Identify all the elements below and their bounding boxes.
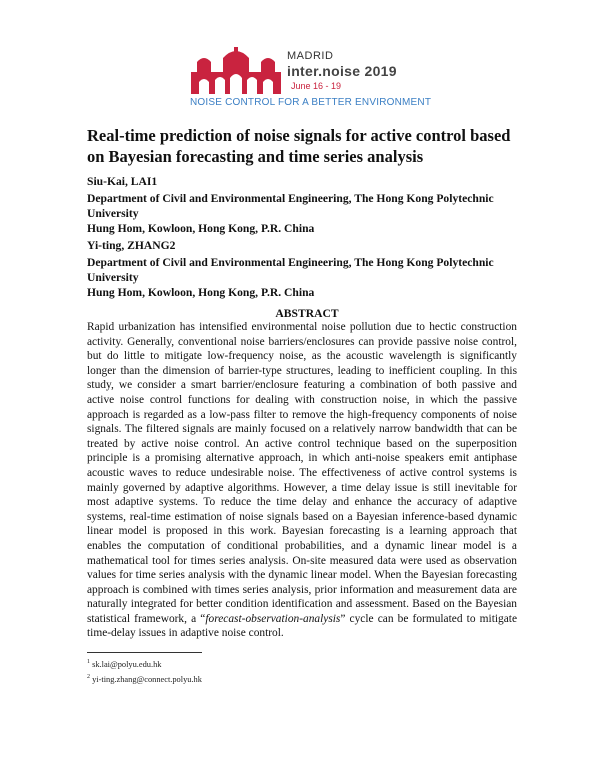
logo-tagline: NOISE CONTROL FOR A BETTER ENVIRONMENT xyxy=(190,97,432,108)
conference-logo xyxy=(187,46,432,112)
footnote-mark: 2 xyxy=(87,673,90,680)
madrid-gate-icon xyxy=(187,46,287,96)
abstract-text xyxy=(87,320,517,641)
footnote-mark: 1 xyxy=(87,659,90,665)
logo-city: MADRID xyxy=(287,50,334,62)
author-name: Yi-ting, ZHANG2 xyxy=(87,239,176,252)
author-address: Hung Hom, Kowloon, Hong Kong, P.R. China xyxy=(87,222,315,235)
paper-title: Real-time prediction of noise signals for active control based on Bayesian forecasting and time series analysis xyxy=(87,126,511,166)
abstract-italic-term: forecast-observation-analysis xyxy=(205,612,341,625)
footnote-item xyxy=(87,671,202,686)
abstract-part-2: ” cycle can be formulated to mitigate time-delay issues in adaptive noise control. xyxy=(87,612,517,640)
footnote-email-link[interactable]: yi-ting.zhang@connect.polyu.hk xyxy=(92,674,202,684)
logo-dates: June 16 - 19 xyxy=(291,81,342,91)
footnotes xyxy=(87,656,202,686)
author-department: Department of Civil and Environmental Engineering, The Hong Kong Polytechnic University xyxy=(87,256,494,284)
logo-conference-name: inter.noise 2019 xyxy=(287,63,397,79)
author-address: Hung Hom, Kowloon, Hong Kong, P.R. China xyxy=(87,286,315,299)
footnote-item xyxy=(87,656,202,671)
abstract-part-1: Rapid urbanization has intensified environmental noise pollution due to hectic construction activity. Generally, conventional noise barriers/enclosures can provide passive noise control, but do little to mitigate low-frequency noise, as the acoustic wavelength is significantly longer than the dimension of barrier-type structures, leading to inefficient coupling. In this study, we consider a smart barrier/enclosure featuring a combination of both passive and active noise control functions for dealing with construction noise, in which the passive approach is regarded as a low-pass filter to remove the high-frequency components of noise signals. The filtered signals are mainly focused on a relatively narrow bandwidth that can be treated by active noise control. An active control technique based on the superposition principle is a promising alternative approach, in which anti-noise speakers emit antiphase acoustic waves to reduce undesirable noise. The effectiveness of active control systems is mainly governed by adaptive algorithms. However, a time delay issue is still inevitable for most adaptive systems. To reduce the time delay and enhance the accuracy of adaptive systems, real-time estimation of noise signals based on a Bayesian inference-based dynamic linear model is proposed in this work. Bayesian forecasting is a learning approach that enables the computation of conditional probabilities, and a dynamic linear model is a mathematical tool for times series analysis. On-site measured data were used as observation values for time series analysis with the dynamic linear model. When the Bayesian forecasting approach is combined with times series analysis, prior information and measurement data are naturally integrated for better condition identification and assessment. Based on the Bayesian statistical framework, a “ xyxy=(87,321,517,625)
abstract-heading: ABSTRACT xyxy=(275,307,339,320)
footnote-divider xyxy=(87,652,202,653)
author-block xyxy=(87,174,527,236)
author-department: Department of Civil and Environmental Engineering, The Hong Kong Polytechnic University xyxy=(87,192,494,220)
author-name: Siu-Kai, LAI1 xyxy=(87,175,158,188)
author-block xyxy=(87,238,527,300)
footnote-email-link[interactable]: sk.lai@polyu.edu.hk xyxy=(92,659,162,669)
